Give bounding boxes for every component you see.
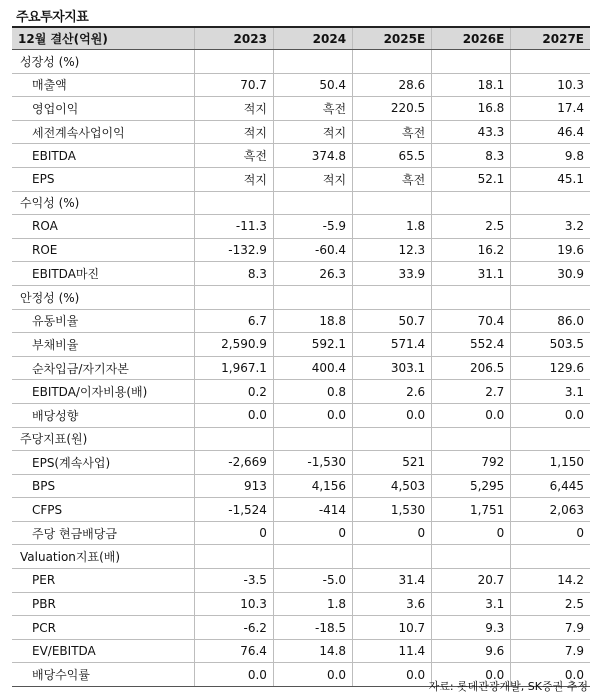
value-cell: [273, 545, 352, 569]
value-cell: 0: [353, 521, 432, 545]
value-cell: 28.6: [353, 73, 432, 97]
section-label: 주당지표(원): [12, 427, 194, 451]
value-cell: 10.3: [511, 73, 590, 97]
value-cell: -3.5: [194, 569, 273, 593]
value-cell: 2,063: [511, 498, 590, 522]
value-cell: 1.8: [273, 592, 352, 616]
value-cell: [194, 285, 273, 309]
value-cell: -5.0: [273, 569, 352, 593]
value-cell: 3.1: [432, 592, 511, 616]
value-cell: [432, 427, 511, 451]
row-label: 순차입금/자기자본: [12, 356, 194, 380]
value-cell: 220.5: [353, 97, 432, 121]
header-year: 2024: [273, 27, 352, 50]
table-row: [12, 167, 590, 191]
value-cell: 17.4: [511, 97, 590, 121]
value-cell: 552.4: [432, 333, 511, 357]
value-cell: [511, 285, 590, 309]
value-cell: 86.0: [511, 309, 590, 333]
row-label: EPS(계속사업): [12, 451, 194, 475]
row-label: CFPS: [12, 498, 194, 522]
value-cell: 7.9: [511, 616, 590, 640]
value-cell: 4,156: [273, 474, 352, 498]
value-cell: 0.0: [194, 663, 273, 687]
value-cell: [511, 191, 590, 215]
value-cell: -1,524: [194, 498, 273, 522]
value-cell: 12.3: [353, 238, 432, 262]
value-cell: 571.4: [353, 333, 432, 357]
row-label: 주당 현금배당금: [12, 521, 194, 545]
value-cell: 0.0: [432, 403, 511, 427]
table-row: [12, 639, 590, 663]
row-label: ROE: [12, 238, 194, 262]
table-row: [12, 309, 590, 333]
value-cell: -132.9: [194, 238, 273, 262]
value-cell: [353, 191, 432, 215]
value-cell: [511, 427, 590, 451]
value-cell: -11.3: [194, 215, 273, 239]
value-cell: 0.0: [353, 403, 432, 427]
value-cell: 3.1: [511, 380, 590, 404]
value-cell: 129.6: [511, 356, 590, 380]
value-cell: 30.9: [511, 262, 590, 286]
table-row: [12, 97, 590, 121]
value-cell: 31.1: [432, 262, 511, 286]
value-cell: 9.3: [432, 616, 511, 640]
value-cell: 19.6: [511, 238, 590, 262]
header-label: 12월 결산(억원): [12, 27, 194, 50]
value-cell: 적지: [194, 97, 273, 121]
value-cell: 16.2: [432, 238, 511, 262]
value-cell: [511, 545, 590, 569]
value-cell: [432, 50, 511, 74]
value-cell: 1,751: [432, 498, 511, 522]
value-cell: 0: [194, 521, 273, 545]
section-label: 성장성 (%): [12, 50, 194, 74]
value-cell: 33.9: [353, 262, 432, 286]
table-row: [12, 498, 590, 522]
value-cell: 0.0: [432, 663, 511, 687]
value-cell: 70.4: [432, 309, 511, 333]
table-row: [12, 403, 590, 427]
table-row: [12, 120, 590, 144]
value-cell: 2.7: [432, 380, 511, 404]
value-cell: 0.0: [511, 663, 590, 687]
row-label: EBITDA마진: [12, 262, 194, 286]
table-row: [12, 569, 590, 593]
value-cell: [432, 285, 511, 309]
value-cell: 8.3: [194, 262, 273, 286]
value-cell: [194, 545, 273, 569]
value-cell: 0: [432, 521, 511, 545]
value-cell: -1,530: [273, 451, 352, 475]
value-cell: 45.1: [511, 167, 590, 191]
value-cell: 8.3: [432, 144, 511, 168]
value-cell: 2.5: [432, 215, 511, 239]
value-cell: 적지: [194, 167, 273, 191]
value-cell: 503.5: [511, 333, 590, 357]
value-cell: -2,669: [194, 451, 273, 475]
table-row: [12, 451, 590, 475]
value-cell: [511, 50, 590, 74]
value-cell: 1.8: [353, 215, 432, 239]
value-cell: 3.2: [511, 215, 590, 239]
table-row: [12, 474, 590, 498]
value-cell: 70.7: [194, 73, 273, 97]
row-label: EV/EBITDA: [12, 639, 194, 663]
value-cell: [432, 545, 511, 569]
section-row: [12, 427, 590, 451]
value-cell: 400.4: [273, 356, 352, 380]
value-cell: 0: [273, 521, 352, 545]
row-label: 매출액: [12, 73, 194, 97]
value-cell: 흑전: [273, 97, 352, 121]
value-cell: 9.6: [432, 639, 511, 663]
table-row: [12, 73, 590, 97]
value-cell: 65.5: [353, 144, 432, 168]
section-row: [12, 191, 590, 215]
table-row: [12, 238, 590, 262]
value-cell: 50.7: [353, 309, 432, 333]
value-cell: 50.4: [273, 73, 352, 97]
row-label: ROA: [12, 215, 194, 239]
value-cell: [273, 50, 352, 74]
table-row: [12, 215, 590, 239]
value-cell: 0: [511, 521, 590, 545]
row-label: PBR: [12, 592, 194, 616]
value-cell: 20.7: [432, 569, 511, 593]
row-label: EBITDA: [12, 144, 194, 168]
value-cell: 6,445: [511, 474, 590, 498]
value-cell: -60.4: [273, 238, 352, 262]
value-cell: 521: [353, 451, 432, 475]
row-label: PER: [12, 569, 194, 593]
value-cell: 2.6: [353, 380, 432, 404]
investment-indicators-table: [12, 26, 590, 687]
value-cell: 18.8: [273, 309, 352, 333]
value-cell: 9.8: [511, 144, 590, 168]
value-cell: [432, 191, 511, 215]
value-cell: 46.4: [511, 120, 590, 144]
value-cell: [353, 50, 432, 74]
value-cell: 흑전: [353, 120, 432, 144]
value-cell: 206.5: [432, 356, 511, 380]
table-row: [12, 521, 590, 545]
value-cell: 592.1: [273, 333, 352, 357]
row-label: 부채비율: [12, 333, 194, 357]
row-label: EPS: [12, 167, 194, 191]
value-cell: [273, 427, 352, 451]
section-label: Valuation지표(배): [12, 545, 194, 569]
value-cell: 적지: [273, 120, 352, 144]
value-cell: 0.0: [353, 663, 432, 687]
row-label: 배당성향: [12, 403, 194, 427]
table-row: [12, 356, 590, 380]
section-row: [12, 285, 590, 309]
value-cell: [194, 427, 273, 451]
value-cell: 14.8: [273, 639, 352, 663]
value-cell: -5.9: [273, 215, 352, 239]
value-cell: -414: [273, 498, 352, 522]
value-cell: 0.0: [273, 663, 352, 687]
value-cell: 흑전: [353, 167, 432, 191]
table-title: 주요투자지표: [16, 10, 89, 25]
value-cell: 11.4: [353, 639, 432, 663]
value-cell: [353, 285, 432, 309]
value-cell: 적지: [194, 120, 273, 144]
value-cell: 1,967.1: [194, 356, 273, 380]
table-row: [12, 144, 590, 168]
header-year: 2027E: [511, 27, 590, 50]
value-cell: 5,295: [432, 474, 511, 498]
row-label: PCR: [12, 616, 194, 640]
table-body: [12, 50, 590, 687]
source-note: 자료: 롯데관광개발, SK증권 추정: [428, 680, 588, 693]
header-year: 2026E: [432, 27, 511, 50]
table-row: [12, 333, 590, 357]
value-cell: [353, 427, 432, 451]
row-label: 배당수익률: [12, 663, 194, 687]
value-cell: 16.8: [432, 97, 511, 121]
value-cell: 26.3: [273, 262, 352, 286]
value-cell: 18.1: [432, 73, 511, 97]
value-cell: 374.8: [273, 144, 352, 168]
header-year: 2025E: [353, 27, 432, 50]
value-cell: 7.9: [511, 639, 590, 663]
header-row: [12, 27, 590, 50]
row-label: 유동비율: [12, 309, 194, 333]
value-cell: 3.6: [353, 592, 432, 616]
value-cell: [353, 545, 432, 569]
header-year: 2023: [194, 27, 273, 50]
value-cell: 792: [432, 451, 511, 475]
value-cell: [194, 191, 273, 215]
value-cell: [194, 50, 273, 74]
section-label: 수익성 (%): [12, 191, 194, 215]
row-label: BPS: [12, 474, 194, 498]
value-cell: 31.4: [353, 569, 432, 593]
value-cell: [273, 191, 352, 215]
value-cell: 0.0: [273, 403, 352, 427]
value-cell: 0.8: [273, 380, 352, 404]
table-row: [12, 262, 590, 286]
value-cell: 14.2: [511, 569, 590, 593]
section-row: [12, 545, 590, 569]
value-cell: -6.2: [194, 616, 273, 640]
value-cell: 2.5: [511, 592, 590, 616]
value-cell: 0.2: [194, 380, 273, 404]
value-cell: 2,590.9: [194, 333, 273, 357]
value-cell: 6.7: [194, 309, 273, 333]
section-label: 안정성 (%): [12, 285, 194, 309]
value-cell: 913: [194, 474, 273, 498]
value-cell: 0.0: [511, 403, 590, 427]
row-label: 영업이익: [12, 97, 194, 121]
value-cell: 적지: [273, 167, 352, 191]
value-cell: 52.1: [432, 167, 511, 191]
value-cell: 10.3: [194, 592, 273, 616]
row-label: EBITDA/이자비용(배): [12, 380, 194, 404]
value-cell: 43.3: [432, 120, 511, 144]
value-cell: [273, 285, 352, 309]
table-row: [12, 616, 590, 640]
value-cell: 흑전: [194, 144, 273, 168]
value-cell: 0.0: [194, 403, 273, 427]
value-cell: -18.5: [273, 616, 352, 640]
value-cell: 1,530: [353, 498, 432, 522]
row-label: 세전계속사업이익: [12, 120, 194, 144]
table-row: [12, 380, 590, 404]
table-row: [12, 592, 590, 616]
value-cell: 4,503: [353, 474, 432, 498]
value-cell: 76.4: [194, 639, 273, 663]
value-cell: 10.7: [353, 616, 432, 640]
value-cell: 1,150: [511, 451, 590, 475]
value-cell: 303.1: [353, 356, 432, 380]
section-row: [12, 50, 590, 74]
